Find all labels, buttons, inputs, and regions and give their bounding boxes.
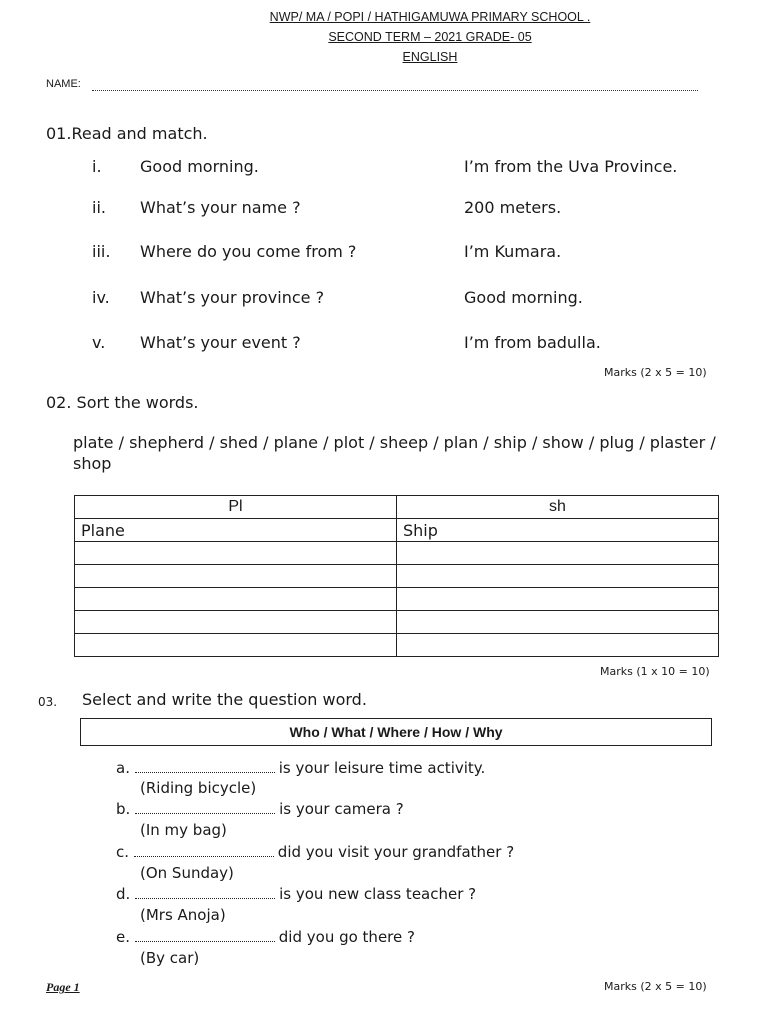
q1-row-num: ii. [92,198,106,217]
q3-item [116,843,514,861]
q3-item-text: did you go there ? [278,928,415,946]
q1-question: What’s your event ? [140,333,301,352]
table-row [75,588,719,611]
table-cell[interactable] [75,542,397,565]
q3-number: 03. [38,695,58,709]
q3-marks: Marks (2 x 5 = 10) [604,980,707,993]
school-title: NWP/ MA / POPI / HATHIGAMUWA PRIMARY SCHOOL . [269,10,591,24]
q3-item-letter: a. [116,759,130,777]
q1-row-num: i. [92,157,102,176]
page-number: Page 1 [46,980,80,994]
q1-answer: I’m from badulla. [464,333,601,352]
q2-marks: Marks (1 x 10 = 10) [600,665,710,678]
table-row [75,565,719,588]
answer-blank[interactable] [135,760,275,773]
q1-row-num: iii. [92,242,111,261]
q2-title: 02. Sort the words. [46,393,199,412]
table-header-row [75,496,719,519]
q3-item-letter: e. [116,928,130,946]
answer-blank[interactable] [135,886,275,899]
term-title: SECOND TERM – 2021 GRADE- 05 [328,30,532,44]
q1-row-num: v. [92,333,106,352]
q3-item-text: is you new class teacher ? [279,885,477,903]
table-cell[interactable]: Plane [75,519,397,542]
question-word-box: Who / What / Where / How / Why [80,718,712,746]
q3-item-letter: b. [116,800,131,818]
q3-hint: (On Sunday) [140,864,234,882]
name-field[interactable] [92,90,698,91]
table-cell[interactable]: Ship [397,519,719,542]
q3-hint: (In my bag) [140,821,227,839]
q1-question: What’s your province ? [140,288,325,307]
q3-title: Select and write the question word. [82,690,367,709]
q3-item [116,800,404,818]
q1-answer: Good morning. [464,288,583,307]
table-row [75,634,719,657]
column-header-sh: sh [397,496,719,519]
table-cell[interactable] [397,588,719,611]
table-cell[interactable] [75,634,397,657]
sort-table [74,495,719,657]
subject-title: ENGLISH [402,50,458,64]
q1-answer: 200 meters. [464,198,562,217]
q1-answer: I’m Kumara. [464,242,562,261]
table-row [75,519,719,542]
q1-question: Where do you come from ? [140,242,357,261]
q1-marks: Marks (2 x 5 = 10) [604,366,707,379]
column-header-pl: Pl [75,496,397,519]
table-cell[interactable] [75,588,397,611]
answer-blank[interactable] [134,844,274,857]
q1-title: 01.Read and match. [46,124,208,143]
q3-item-text: did you visit your grandfather ? [277,843,515,861]
q3-item-letter: c. [116,843,130,861]
answer-blank[interactable] [135,929,275,942]
table-row [75,542,719,565]
q3-hint: (Riding bicycle) [140,779,257,797]
q3-hint: (Mrs Anoja) [140,906,226,924]
table-cell[interactable] [397,634,719,657]
table-row [75,611,719,634]
q3-item-text: is your camera ? [279,800,404,818]
table-cell[interactable] [397,565,719,588]
q1-answer: I’m from the Uva Province. [464,157,678,176]
q3-item [116,759,485,777]
answer-blank[interactable] [135,801,275,814]
table-cell[interactable] [397,542,719,565]
q3-item-text: is your leisure time activity. [278,759,486,777]
q1-row-num: iv. [92,288,110,307]
name-label: NAME: [46,78,81,90]
q3-item [116,928,415,946]
q1-question: What’s your name ? [140,198,301,217]
table-cell[interactable] [75,611,397,634]
table-cell[interactable] [75,565,397,588]
table-cell[interactable] [397,611,719,634]
q3-hint: (By car) [140,949,200,967]
word-list: plate / shepherd / shed / plane / plot / sheep / plan / ship / show / plug / plaster / shop [73,433,716,473]
q1-question: Good morning. [140,157,259,176]
q3-item-letter: d. [116,885,131,903]
q3-item [116,885,476,903]
